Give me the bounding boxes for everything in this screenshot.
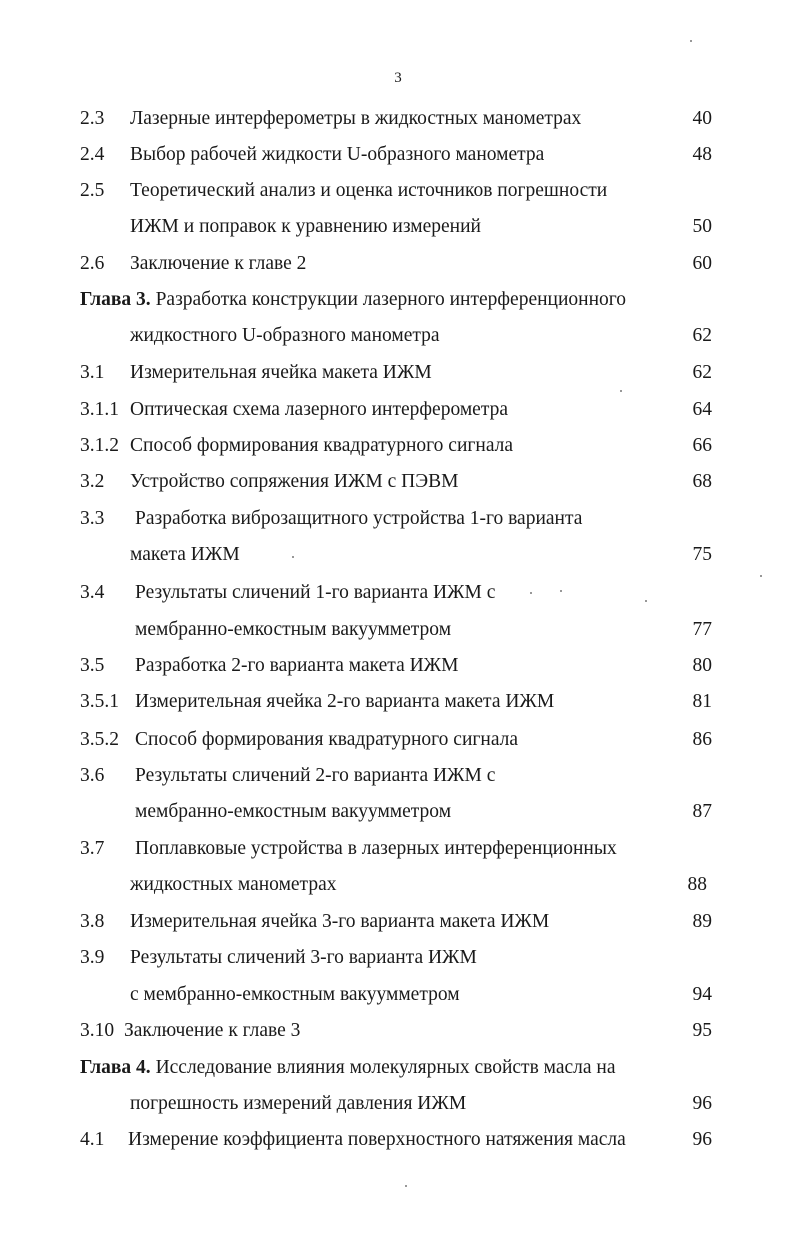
- toc-entry-title: Лазерные интерферометры в жидкостных манометрах: [130, 108, 582, 129]
- toc-entry-continuation: [0, 617, 796, 643]
- toc-entry-continuation: [0, 323, 796, 349]
- toc-entry: [0, 727, 796, 753]
- toc-entry: [0, 397, 796, 423]
- toc-entry: [0, 909, 796, 935]
- toc-entry: [0, 178, 796, 204]
- toc-entry-continuation: [0, 214, 796, 240]
- toc-entry: [0, 251, 796, 277]
- toc-entry-title: Измерительная ячейка 3-го варианта макета ИЖМ: [130, 911, 550, 932]
- toc-entry-title: Поплавковые устройства в лазерных интерференционных: [135, 838, 617, 859]
- toc-entry-title: Разработка виброзащитного устройства 1-го варианта: [135, 508, 583, 529]
- scan-speck: [645, 600, 647, 602]
- toc-entry-number: 3.1: [80, 362, 105, 383]
- toc-entry-number: 3.5.1: [80, 691, 119, 712]
- toc-entry-title-continuation: мембранно-емкостным вакуумметром: [135, 619, 452, 640]
- toc-entry-number: 3.5: [80, 655, 105, 676]
- toc-entry-page: 81: [692, 691, 712, 712]
- toc-entry: [0, 506, 796, 532]
- toc-entry: [0, 469, 796, 495]
- toc-entry-number: 2.4: [80, 144, 105, 165]
- toc-entry-title: Оптическая схема лазерного интерферометра: [130, 399, 509, 420]
- toc-entry-page: 77: [692, 619, 712, 640]
- toc-entry: [0, 1127, 796, 1153]
- toc-entry-title: Заключение к главе 2: [130, 253, 307, 274]
- toc-entry-continuation: [0, 799, 796, 825]
- toc-entry-page: 87: [692, 801, 712, 822]
- toc-entry-page: 40: [692, 108, 712, 129]
- toc-entry-title-continuation: жидкостных манометрах: [130, 874, 337, 895]
- toc-entry-title: Результаты сличений 3-го варианта ИЖМ: [130, 947, 477, 968]
- toc-entry-number: 3.8: [80, 911, 105, 932]
- toc-entry-title-continuation: макета ИЖМ: [130, 544, 240, 565]
- toc-entry-number: 3.1.2: [80, 435, 119, 456]
- toc-entry-page: 48: [692, 144, 712, 165]
- toc-entry-number: 3.2: [80, 471, 105, 492]
- toc-entry-title-continuation: погрешность измерений давления ИЖМ: [130, 1093, 467, 1114]
- scan-speck: [620, 390, 622, 392]
- toc-entry-title: Разработка конструкции лазерного интерференционного: [155, 289, 627, 310]
- toc-entry-page: 68: [692, 471, 712, 492]
- toc-entry-page: 94: [692, 984, 712, 1005]
- toc-entry-number: 3.4: [80, 582, 105, 603]
- toc-entry-title: Разработка 2-го варианта макета ИЖМ: [135, 655, 459, 676]
- toc-entry: [0, 763, 796, 789]
- toc-entry-page: 95: [692, 1020, 712, 1041]
- toc-chapter-heading: [80, 1055, 616, 1081]
- toc-entry-title: Измерительная ячейка макета ИЖМ: [130, 362, 432, 383]
- toc-entry-title-continuation: жидкостного U-образного манометра: [130, 325, 440, 346]
- toc-chapter-entry: [0, 1055, 796, 1081]
- toc-entry-title: Выбор рабочей жидкости U-образного манометра: [130, 144, 545, 165]
- toc-entry-number: 3.3: [80, 508, 105, 529]
- toc-entry-number: 4.1: [80, 1129, 105, 1150]
- toc-entry-title: Заключение к главе 3: [124, 1020, 301, 1041]
- scan-speck: [405, 1185, 407, 1187]
- toc-entry-page: 62: [692, 362, 712, 383]
- toc-chapter-entry: [0, 287, 796, 313]
- toc-entry-number: 3.10: [80, 1020, 115, 1041]
- toc-entry-number: 3.1.1: [80, 399, 119, 420]
- toc-entry: [0, 360, 796, 386]
- toc-entry-page: 66: [692, 435, 712, 456]
- toc-entry-page: 96: [692, 1129, 712, 1150]
- toc-entry-continuation: [0, 542, 796, 568]
- scan-speck: [560, 590, 562, 592]
- toc-entry-number: 2.5: [80, 180, 105, 201]
- toc-entry-title-continuation: мембранно-емкостным вакуумметром: [135, 801, 452, 822]
- toc-entry-title: Измерительная ячейка 2-го варианта макета ИЖМ: [135, 691, 555, 712]
- toc-entry-page: 86: [692, 729, 712, 750]
- toc-entry-page: 89: [692, 911, 712, 932]
- toc-entry-continuation: [0, 872, 796, 898]
- toc-entry-title-continuation: ИЖМ и поправок к уравнению измерений: [130, 216, 481, 237]
- toc-entry-title: Теоретический анализ и оценка источников погрешности: [130, 180, 608, 201]
- toc-entry: [0, 689, 796, 715]
- scan-speck: [690, 40, 692, 42]
- toc-entry-continuation: [0, 982, 796, 1008]
- toc-entry: [0, 945, 796, 971]
- toc-entry-title: Устройство сопряжения ИЖМ с ПЭВМ: [130, 471, 459, 492]
- scan-speck: [530, 592, 532, 594]
- toc-entry-page: 64: [692, 399, 712, 420]
- chapter-label: Глава 4.: [80, 1057, 151, 1078]
- toc-entry-page: 60: [692, 253, 712, 274]
- toc-entry-page: 80: [692, 655, 712, 676]
- toc-entry: [0, 580, 796, 606]
- toc-entry-page: 96: [692, 1093, 712, 1114]
- toc-entry-title: Исследование влияния молекулярных свойств масла на: [155, 1057, 616, 1078]
- toc-entry-number: 2.6: [80, 253, 105, 274]
- toc-entry: [0, 106, 796, 132]
- toc-entry-page: 50: [692, 216, 712, 237]
- scan-speck: [292, 556, 294, 558]
- toc-entry-number: 3.7: [80, 838, 105, 859]
- chapter-label: Глава 3.: [80, 289, 151, 310]
- toc-entry: [0, 653, 796, 679]
- toc-entry-number: 3.5.2: [80, 729, 119, 750]
- toc-entry-continuation: [0, 1091, 796, 1117]
- toc-entry-title: Результаты сличений 1-го варианта ИЖМ с: [135, 582, 496, 603]
- toc-entry-title-continuation: с мембранно-емкостным вакуумметром: [130, 984, 460, 1005]
- toc-entry-number: 3.9: [80, 947, 105, 968]
- toc-entry: [0, 1018, 796, 1044]
- toc-entry-page: 62: [692, 325, 712, 346]
- toc-entry-number: 2.3: [80, 108, 105, 129]
- toc-entry-page: 88: [687, 874, 707, 895]
- scan-speck: [760, 575, 762, 577]
- toc-entry-title: Результаты сличений 2-го варианта ИЖМ с: [135, 765, 496, 786]
- toc-entry-title: Способ формирования квадратурного сигнала: [135, 729, 519, 750]
- toc-entry-title: Способ формирования квадратурного сигнала: [130, 435, 514, 456]
- toc-entry: [0, 142, 796, 168]
- toc-entry: [0, 433, 796, 459]
- toc-entry-number: 3.6: [80, 765, 105, 786]
- toc-entry-page: 75: [692, 544, 712, 565]
- toc-entry-title: Измерение коэффициента поверхностного натяжения масла: [128, 1129, 626, 1150]
- toc-entry: [0, 836, 796, 862]
- toc-chapter-heading: [80, 287, 626, 313]
- page-number: 3: [394, 70, 402, 86]
